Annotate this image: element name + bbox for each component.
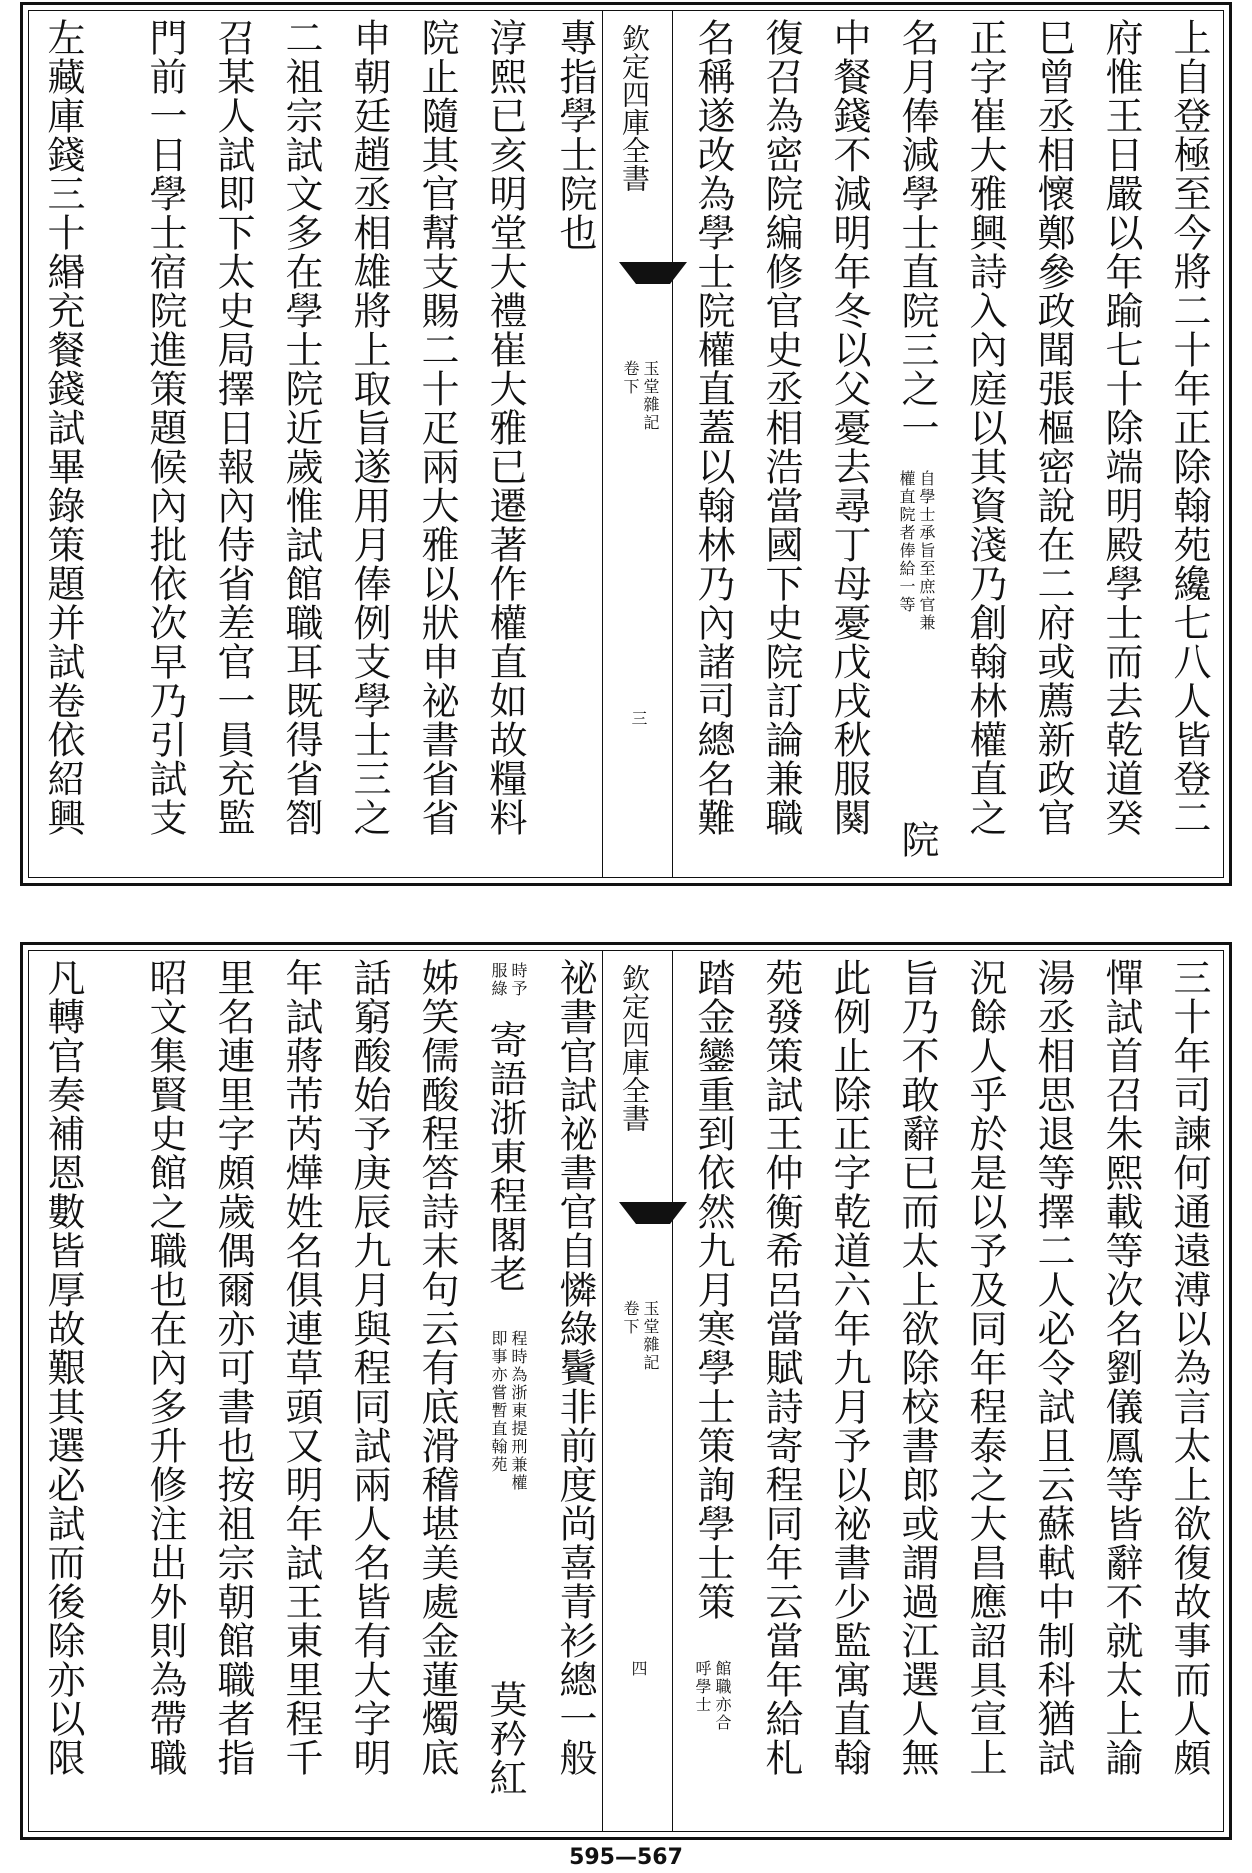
margin-title: 欽定四庫全書	[618, 964, 651, 1132]
bottom-page	[0, 940, 1252, 1845]
annotation: 呼學士	[693, 1660, 712, 1714]
fish-tail-mark	[619, 262, 687, 284]
text-column: 二祖宗試文多在學士院近歲惟試館職耳既得省劄	[279, 18, 323, 837]
margin-note: 卷下	[621, 1300, 640, 1336]
text-column: 旨乃不敢辭已而太上欲除校書郎或謂過江選人無	[895, 958, 939, 1777]
text-column: 院止隨其官幫支賜二十疋兩大雅以狀申祕書省省	[415, 18, 459, 837]
margin-note: 玉堂雜記	[641, 1300, 660, 1372]
text-column: 專指學士院也	[553, 18, 597, 252]
text-column: 此例止除正字乾道六年九月予以祕書少監寓直翰	[827, 958, 871, 1777]
text-column: 凡轉官奏補恩數皆厚故艱其選必試而後除亦以限	[41, 958, 85, 1777]
text-column: 寄語浙東程閣老	[483, 1020, 527, 1293]
text-column: 復召為密院編修官史丞相浩當國下史院訂論兼職	[759, 18, 803, 837]
text-column: 召某人試即下太史局擇日報內侍省差官一員充監	[211, 18, 255, 837]
text-column: 話窮酸始予庚辰九月與程同試兩人名皆有大字明	[347, 958, 391, 1777]
annotation: 即事亦嘗暫直翰苑	[489, 1330, 508, 1474]
text-column: 上自登極至今將二十年正除翰苑纔七八人皆登二	[1167, 18, 1211, 837]
text-column: 左藏庫錢三十緡充餐錢試畢錄策題并試卷依紹興	[41, 18, 85, 837]
annotation: 權直院者俸給一等	[897, 470, 916, 614]
text-column: 名月俸減學士直院三之一	[895, 18, 939, 447]
margin-page-number: 三	[629, 710, 648, 728]
text-column: 淳熙已亥明堂大禮崔大雅已遷著作權直如故糧料	[483, 18, 527, 837]
text-column: 況餘人乎於是以予及同年程泰之大昌應詔具宣上	[963, 958, 1007, 1777]
annotation: 時予	[509, 962, 528, 998]
text-column: 昭文集賢史館之職也在內多升修注出外則為帶職	[143, 958, 187, 1777]
text-column: 名稱遂改為學士院權直蓋以翰林乃內諸司總名難	[691, 18, 735, 837]
text-column: 申朝廷趙丞相雄將上取旨遂用月俸例支學士三之	[347, 18, 391, 837]
text-column: 莫矜紅	[483, 1680, 527, 1797]
column-rule	[602, 950, 603, 1832]
margin-note: 卷下	[621, 360, 640, 396]
text-column: 院	[895, 820, 939, 859]
annotation: 自學士承旨至庶官兼	[917, 470, 936, 632]
text-column: 憚試首召朱熙載等次名劉儀鳳等皆辭不就太上諭	[1099, 958, 1143, 1777]
annotation: 程時為浙東提刑兼權	[509, 1330, 528, 1492]
column-rule	[672, 10, 673, 878]
text-column: 祕書官試祕書官自憐綠鬢非前度尚喜青衫總一般	[553, 958, 597, 1777]
text-column: 踏金鑾重到依然九月寒學士策詢學士策	[691, 958, 735, 1621]
margin-page-number: 四	[629, 1660, 648, 1678]
text-column: 巳曾丞相懷鄭參政聞張樞密說在二府或薦新政官	[1031, 18, 1075, 837]
text-column: 里名連里字頗歲偶爾亦可書也按祖宗朝館職者指	[211, 958, 255, 1777]
text-column: 湯丞相思退等擇二人必令試且云蘇軾中制科猶試	[1031, 958, 1075, 1777]
text-column: 正字崔大雅興詩入內庭以其資淺乃創翰林權直之	[963, 18, 1007, 837]
text-column: 年試蔣芾芮燁姓名俱連草頭又明年試王東里程千	[279, 958, 323, 1777]
annotation: 館職亦合	[713, 1660, 732, 1732]
annotation: 服綠	[489, 962, 508, 998]
page-number: 595—567	[569, 1845, 683, 1870]
text-column: 三十年司諫何通遠溥以為言太上欲復故事而人頗	[1167, 958, 1211, 1777]
text-column: 門前一日學士宿院進策題候內批依次早乃引試支	[143, 18, 187, 837]
column-rule	[602, 10, 603, 878]
top-page	[0, 0, 1252, 890]
text-column: 府惟王日嚴以年踰七十除端明殿學士而去乾道癸	[1099, 18, 1143, 837]
margin-note: 玉堂雜記	[641, 360, 660, 432]
text-column: 苑發策試王仲衡希呂當賦詩寄程同年云當年給札	[759, 958, 803, 1777]
text-column: 姊笑儒酸程答詩末句云有底滑稽堪美處金蓮燭底	[415, 958, 459, 1777]
fish-tail-mark	[619, 1202, 687, 1224]
column-rule	[672, 950, 673, 1832]
text-column: 中餐錢不減明年冬以父憂去尋丁母憂戊戌秋服闋	[827, 18, 871, 837]
margin-title: 欽定四庫全書	[618, 24, 651, 192]
